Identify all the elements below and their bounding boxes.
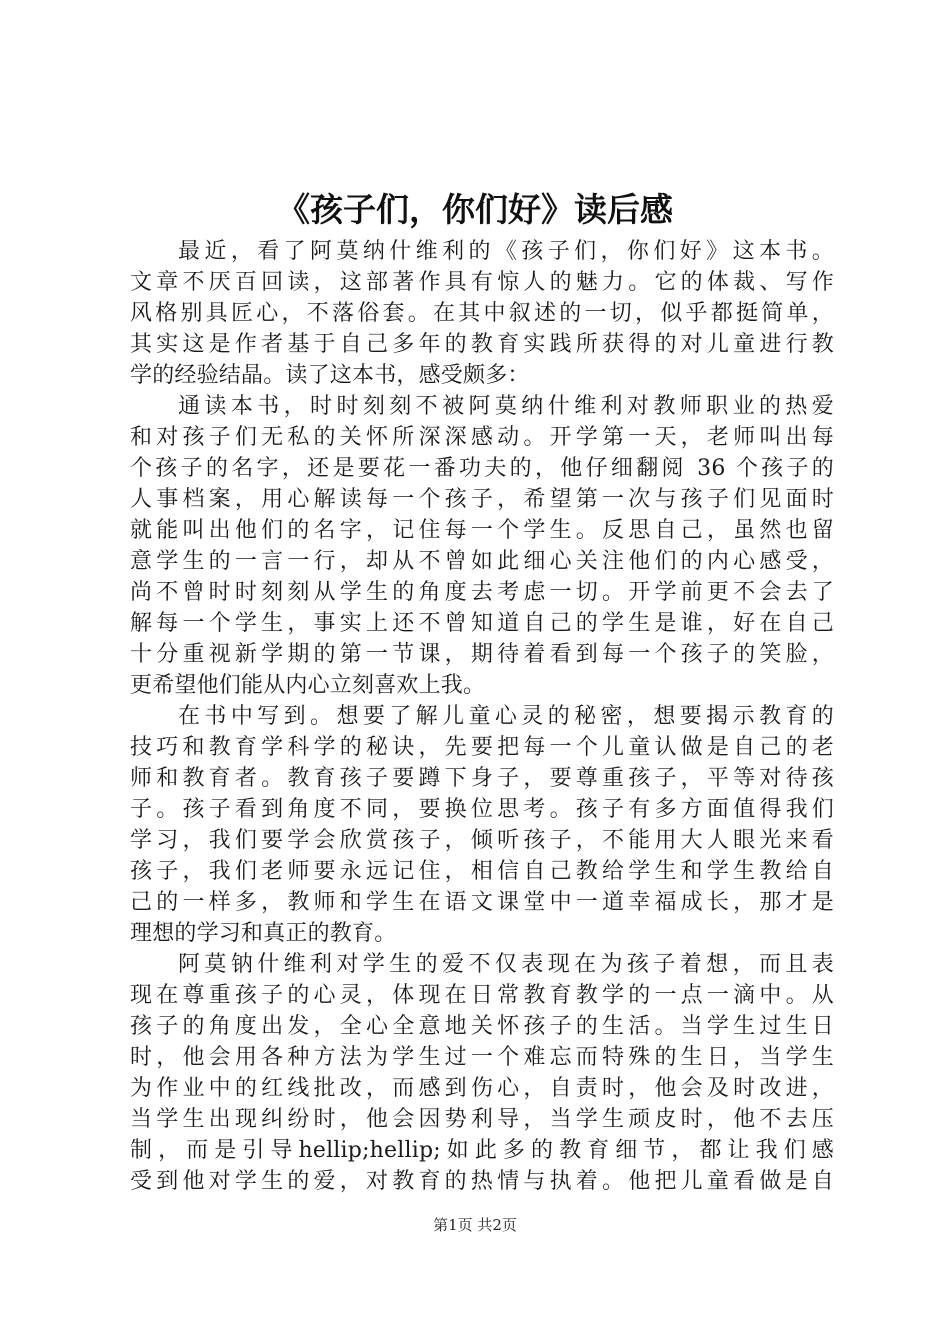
page-footer: 第1页 共2页: [433, 1216, 517, 1234]
document-body: [130, 236, 834, 1197]
text-line: 现在尊重孩子的心灵，体现在日常教育教学的一点一滴中。从: [130, 983, 834, 1008]
text-line: 尚不曾时时刻刻从学生的角度去考虑一切。开学前更不会去了: [130, 580, 834, 605]
text-line: 最近，看了阿莫纳什维利的《孩子们，你们好》这本书。: [178, 239, 834, 264]
text-line: 理想的学习和真正的教育。: [130, 921, 397, 946]
paragraph-4: [130, 949, 834, 1197]
paragraph-3: [130, 701, 834, 949]
text-line: 时，他会用各种方法为学生过一个难忘而特殊的生日，当学生: [130, 1045, 834, 1070]
text-line: 人事档案，用心解读每一个孩子，希望第一次与孩子们见面时: [130, 487, 834, 512]
document-title: 《孩子们，你们好》读后感: [277, 190, 673, 229]
text-line: 个孩子的名字，还是要花一番功夫的，他仔细翻阅 36 个孩子的: [130, 456, 834, 481]
text-line: 孩子的角度出发，全心全意地关怀孩子的生活。当学生过生日: [130, 1014, 834, 1039]
text-line: 解每一个学生，事实上还不曾知道自己的学生是谁，好在自己: [130, 611, 834, 636]
text-line: 子。孩子看到角度不同，要换位思考。孩子有多方面值得我们: [130, 797, 834, 822]
text-line: 十分重视新学期的第一节课，期待着看到每一个孩子的笑脸，: [130, 642, 834, 667]
paragraph-1: [130, 236, 834, 391]
text-line: 和对孩子们无私的关怀所深深感动。开学第一天，老师叫出每: [130, 425, 834, 450]
text-line: 受到他对学生的爱，对教育的热情与执着。他把儿童看做是自: [130, 1169, 834, 1194]
text-line: 师和教育者。教育孩子要蹲下身子，要尊重孩子，平等对待孩: [130, 766, 834, 791]
text-line: 己的一样多，教师和学生在语文课堂中一道幸福成长，那才是: [130, 890, 834, 915]
text-line: 阿莫钠什维利对学生的爱不仅表现在为孩子着想，而且表: [178, 952, 834, 977]
text-line: 为作业中的红线批改，而感到伤心，自责时，他会及时改进，: [130, 1076, 834, 1101]
text-line: 就能叫出他们的名字，记住每一个学生。反思自己，虽然也留: [130, 518, 834, 543]
text-line: 通读本书，时时刻刻不被阿莫纳什维利对教师职业的热爱: [178, 394, 834, 419]
text-line: 制，而是引导hellip;hellip;如此多的教育细节，都让我们感: [130, 1138, 834, 1163]
text-line: 当学生出现纠纷时，他会因势利导，当学生顽皮时，他不去压: [130, 1107, 834, 1132]
text-line: 风格别具匠心，不落俗套。在其中叙述的一切，似乎都挺简单，: [130, 301, 834, 326]
text-line: 孩子，我们老师要永远记住，相信自己教给学生和学生教给自: [130, 859, 834, 884]
text-line: 更希望他们能从内心立刻喜欢上我。: [130, 673, 486, 698]
text-line: 文章不厌百回读，这部著作具有惊人的魅力。它的体裁、写作: [130, 270, 834, 295]
text-line: 在书中写到。想要了解儿童心灵的秘密，想要揭示教育的: [178, 704, 834, 729]
text-line: 其实这是作者基于自己多年的教育实践所获得的对儿童进行教: [130, 332, 834, 357]
text-line: 学的经验结晶。读了这本书，感受颇多：: [130, 363, 530, 388]
text-line: 技巧和教育学科学的秘诀，先要把每一个儿童认做是自己的老: [130, 735, 834, 760]
text-line: 学习，我们要学会欣赏孩子，倾听孩子，不能用大人眼光来看: [130, 828, 834, 853]
text-line: 意学生的一言一行，却从不曾如此细心关注他们的内心感受，: [130, 549, 834, 574]
paragraph-2: [130, 391, 834, 701]
